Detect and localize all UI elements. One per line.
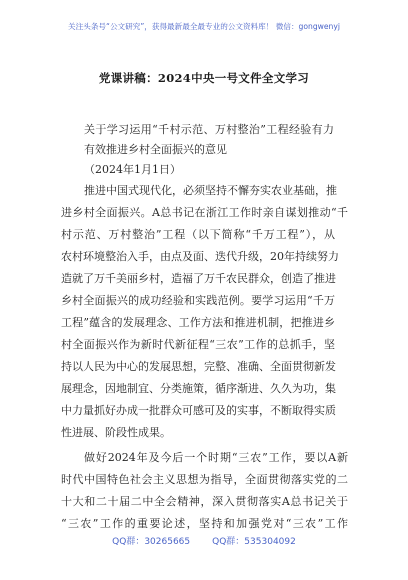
- footer-contacts: [0, 536, 408, 548]
- paragraph-line: 中力量抓好办成一批群众可感可及的实事，不断取得实质: [61, 404, 336, 417]
- paragraph-line: 造就了万千美丽乡村，造福了万千农民群众，创造了推进: [61, 272, 336, 285]
- paragraph-line: 时代中国特色社会主义思想为指导，全面贯彻落实党的二: [61, 473, 348, 486]
- paragraph-line: 乡村全面振兴的成功经验和实践范例。要学习运用“千万: [61, 294, 335, 307]
- footer-qq-group-1: QQ群：30265665: [112, 537, 191, 547]
- paragraph-line: “三农”工作的重要论述，坚持和加强党对“三农”工作: [61, 517, 348, 530]
- paragraph-line: 做好2024年及今后一个时期“三农”工作，要以A新: [84, 451, 348, 464]
- header-banner: 关注头条号“公文研究”，获得最新最全最专业的公文资料库！ 微信：gongwenyj: [68, 22, 340, 31]
- paragraph-line: 关于学习运用“千村示范、万村整治”工程经验有力: [84, 123, 334, 136]
- paragraph-line: 十大和二十届二中全会精神，深入贯彻落实A总书记关于: [61, 495, 348, 508]
- paragraph-line: 村全面振兴作为新时代新征程“三农”工作的总抓手，坚: [61, 338, 335, 351]
- paragraph-line: （2024年1月1日）: [84, 163, 181, 176]
- paragraph-line: 性进展、阶段性成果。: [61, 426, 171, 439]
- paragraph-line: 进乡村全面振兴。A总书记在浙江工作时亲自谋划推动“千: [61, 206, 348, 219]
- paragraph-line: 推进中国式现代化，必须坚持不懈夯实农业基础，推: [84, 184, 337, 197]
- paragraph-line: 持以人民为中心的发展思想，完整、准确、全面贯彻新发: [61, 360, 336, 373]
- paragraph-line: 工程”蕴含的发展理念、工作方法和推进机制，把推进乡: [61, 316, 335, 329]
- paragraph-line: 村示范、万村整治”工程（以下简称“千万工程”），从: [61, 228, 335, 241]
- paragraph-line: 展理念，因地制宜、分类施策，循序渐进、久久为功，集: [61, 382, 336, 395]
- footer-qq-group-2: QQ群：535304092: [212, 537, 296, 547]
- document-title: 党课讲稿：2024中央一号文件全文学习: [98, 71, 310, 85]
- paragraph-line: 农村环境整治入手，由点及面、迭代升级，20年持续努力: [61, 250, 339, 263]
- paragraph-line: 有效推进乡村全面振兴的意见: [84, 143, 227, 156]
